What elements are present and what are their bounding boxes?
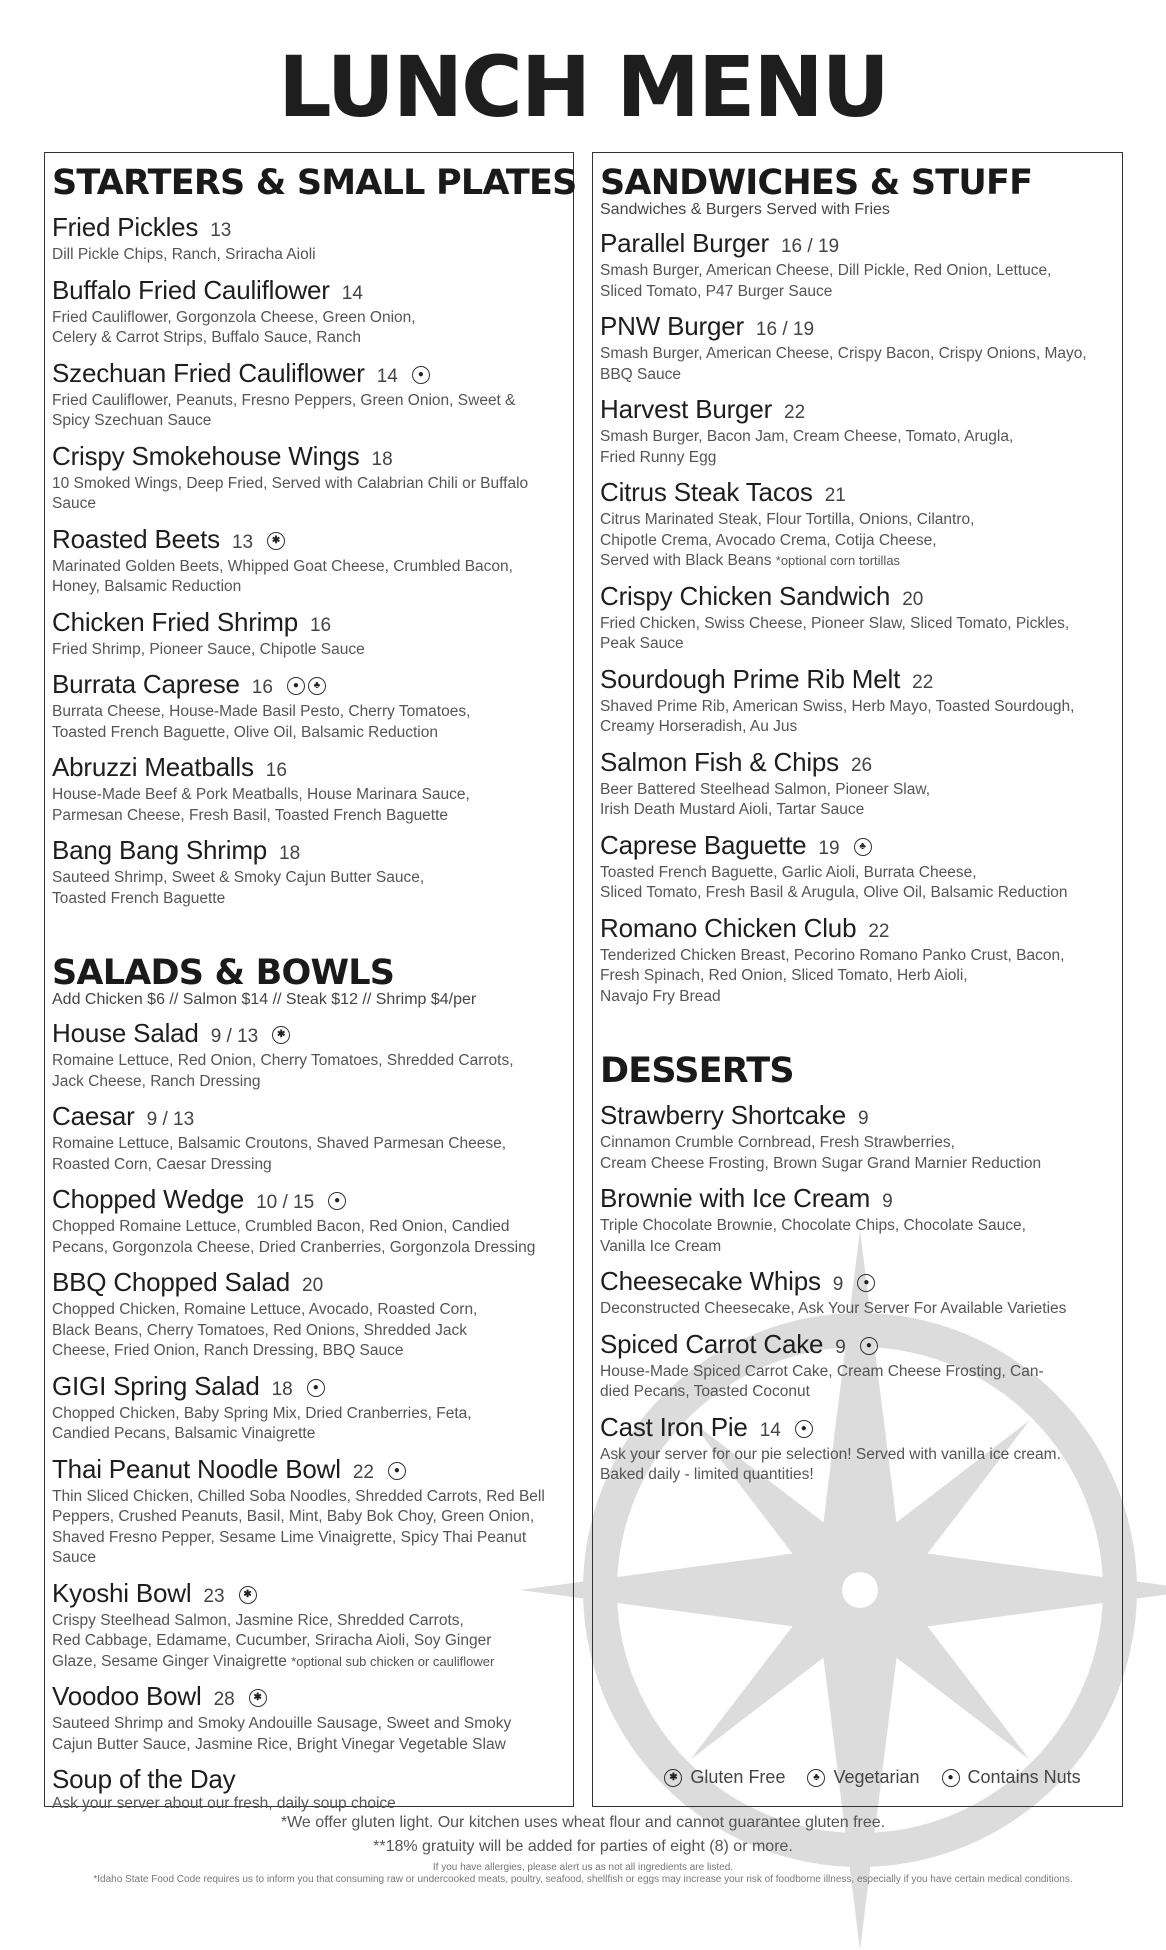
menu-item-name: BBQ Chopped Salad — [52, 1267, 290, 1297]
menu-item — [600, 478, 1116, 572]
gratuity-notice: **18% gratuity will be added for parties of eight (8) or more. — [373, 1838, 793, 1855]
menu-item-description — [600, 614, 1116, 655]
menu-item-description-text: Chopped Romaine Lettuce, Crumbled Bacon, Red Onion, Candied Pecans, Gorgonzola Cheese, Dried Cranberries, Gorgonzola Dressing — [52, 1218, 536, 1256]
menu-item — [600, 395, 1116, 468]
menu-item — [600, 312, 1116, 385]
menu-item-name: Citrus Steak Tacos — [600, 477, 813, 507]
contains-nuts-icon: ● — [795, 1420, 813, 1438]
dietary-badges — [307, 1379, 325, 1397]
menu-item — [600, 831, 1116, 904]
gluten-free-icon: ✱ — [267, 532, 285, 550]
page-title: LUNCH MENU — [278, 38, 888, 136]
menu-item-price: 20 — [902, 588, 924, 610]
menu-item — [600, 1330, 1116, 1403]
menu-item-header — [600, 582, 1116, 614]
dietary-badges — [249, 1689, 267, 1707]
menu-item-name: Cheesecake Whips — [600, 1266, 821, 1296]
menu-item — [52, 753, 567, 826]
menu-item-name: Chicken Fried Shrimp — [52, 606, 298, 637]
menu-item-note: *optional corn tortillas — [775, 553, 901, 568]
menu-item-name: Buffalo Fried Cauliflower — [52, 274, 330, 305]
menu-item-name: Brownie with Ice Cream — [600, 1183, 871, 1213]
menu-item-header — [600, 1330, 1116, 1362]
menu-item — [600, 748, 1116, 821]
menu-item-name: Caesar — [52, 1101, 135, 1131]
menu-section — [600, 1051, 1116, 1486]
menu-item-description-text: Cinnamon Crumble Cornbread, Fresh Strawberries, Cream Cheese Frosting, Brown Sugar Grand Marnier Reduction — [600, 1134, 1042, 1172]
menu-item-price: 9 / 13 — [146, 1109, 195, 1130]
menu-item-description-text: Smash Burger, Bacon Jam, Cream Cheese, Tomato, Arugla, Fried Runny Egg — [600, 428, 1014, 466]
menu-item-description — [52, 1611, 567, 1673]
menu-item-price: 9 — [835, 1336, 846, 1358]
contains-nuts-icon: ● — [287, 677, 305, 695]
menu-item-description-text: Tenderized Chicken Breast, Pecorino Romano Panko Crust, Bacon, Fresh Spinach, Red Onion, Sliced Tomato, Herb Aioli, Navajo Fry Bread — [600, 946, 1065, 1005]
section-subheading: Add Chicken $6 // Salmon $14 // Steak $12 // Shrimp $4/per — [52, 991, 477, 1008]
menu-item-name: Abruzzi Meatballs — [52, 752, 254, 782]
menu-item-description — [600, 1445, 1116, 1486]
menu-item-name: Cast Iron Pie — [600, 1411, 748, 1442]
contains-nuts-icon: ● — [388, 1462, 406, 1480]
dietary-badges — [272, 1026, 290, 1044]
menu-item-price: 22 — [352, 1461, 374, 1483]
menu-item-price: 18 — [371, 448, 393, 470]
gluten-free-icon: ✱ — [249, 1689, 267, 1707]
menu-item-header — [52, 442, 567, 474]
menu-item-note: *optional sub chicken or cauliflower — [291, 1653, 495, 1669]
menu-item-name: Thai Peanut Noodle Bowl — [52, 1453, 341, 1484]
vegetarian-icon: ♣ — [308, 677, 326, 695]
menu-item-price: 16 — [251, 677, 273, 698]
menu-item-price: 13 — [231, 531, 254, 553]
menu-item-description-text: Fried Cauliflower, Peanuts, Fresno Peppers, Green Onion, Sweet & Spicy Szechuan Sauce — [52, 391, 516, 429]
menu-item-name: Parallel Burger — [600, 228, 769, 258]
menu-item-header — [52, 1682, 567, 1714]
dietary-badges — [328, 1192, 346, 1210]
right-menu-column — [592, 152, 1123, 1807]
menu-item-description-text: Fried Chicken, Swiss Cheese, Pioneer Slaw, Sliced Tomato, Pickles, Peak Sauce — [600, 614, 1070, 652]
legend-item — [807, 1767, 919, 1788]
dietary-badges — [287, 677, 326, 695]
menu-item-description-text: Thin Sliced Chicken, Chilled Soba Noodles, Shredded Carrots, Red Bell Peppers, Crushed Peanuts, Basil, Mint, Baby Bok Choy, Green Onion, Shaved Fresno Pepper, Sesame Lime Vinaigrette, Spicy Thai Peanut Sauce — [52, 1487, 545, 1566]
dietary-badges — [239, 1586, 257, 1604]
menu-item-description-text: 10 Smoked Wings, Deep Fried, Served with Calabrian Chili or Buffalo Sauce — [52, 474, 529, 512]
legend-label: Vegetarian — [833, 1767, 920, 1787]
gluten-disclaimer: *We offer gluten light. Our kitchen uses wheat flour and cannot guarantee gluten free. — [280, 1814, 886, 1831]
menu-item-description-text: House-Made Spiced Carrot Cake, Cream Cheese Frosting, Can- died Pecans, Toasted Coconut — [600, 1362, 1044, 1400]
menu-item-header — [600, 665, 1116, 697]
menu-item — [52, 442, 567, 515]
menu-item-header — [52, 670, 567, 702]
menu-item-description — [52, 474, 567, 515]
menu-item-description-text: Beer Battered Steelhead Salmon, Pioneer Slaw, Irish Death Mustard Aioli, Tartar Sauce — [600, 780, 931, 818]
vegetarian-icon: ♣ — [807, 1769, 825, 1787]
menu-item-description-text: Triple Chocolate Brownie, Chocolate Chips, Chocolate Sauce, Vanilla Ice Cream — [600, 1217, 1026, 1255]
menu-item-price: 9 / 13 — [210, 1026, 259, 1047]
menu-item-price: 22 — [912, 671, 934, 693]
menu-item — [52, 1579, 567, 1673]
dietary-badges — [267, 532, 285, 550]
menu-item-header — [600, 914, 1116, 946]
contains-nuts-icon: ● — [857, 1274, 875, 1292]
contains-nuts-icon: ● — [860, 1337, 878, 1355]
menu-item-description — [600, 1299, 1116, 1320]
menu-item — [52, 608, 567, 661]
menu-item-description — [52, 1217, 567, 1258]
menu-item-price: 16 / 19 — [780, 236, 840, 257]
menu-item-description-text: Shaved Prime Rib, American Swiss, Herb Mayo, Toasted Sourdough, Creamy Horseradish, Au Jus — [600, 697, 1075, 735]
menu-item-description — [600, 1133, 1116, 1174]
menu-item-price: 23 — [203, 1585, 225, 1607]
menu-item-description — [52, 1134, 567, 1175]
contains-nuts-icon: ● — [328, 1192, 346, 1210]
menu-item-header — [600, 312, 1116, 344]
menu-item-header — [600, 478, 1116, 510]
menu-item-description — [52, 1794, 567, 1815]
menu-item — [52, 1019, 567, 1092]
legend-item — [942, 1767, 1081, 1788]
menu-item-description-text: Burrata Cheese, House-Made Basil Pesto, Cherry Tomatoes, Toasted French Baguette, Olive Oil, Balsamic Reduction — [52, 703, 471, 741]
menu-item-price: 18 — [271, 1378, 293, 1400]
menu-item-name: Soup of the Day — [52, 1764, 236, 1794]
menu-item-name: Voodoo Bowl — [52, 1681, 202, 1711]
menu-item-header — [600, 1101, 1116, 1133]
menu-item-price: 16 — [265, 760, 287, 781]
menu-item-price: 19 — [818, 837, 840, 859]
food-code-notice: *Idaho State Food Code requires us to inform you that consuming raw or undercooked meats, poultry, seafood, shellfish or eggs may increase your risk of foodborne illness, especially if you have certain medical conditions. — [93, 1874, 1073, 1885]
menu-item-description-text: Smash Burger, American Cheese, Crispy Bacon, Crispy Onions, Mayo, BBQ Sauce — [600, 345, 1087, 383]
menu-item — [52, 1102, 567, 1175]
menu-item-name: Crispy Chicken Sandwich — [600, 580, 891, 611]
menu-item-price: 13 — [210, 220, 232, 241]
menu-item — [600, 1413, 1116, 1486]
menu-item-header — [600, 831, 1116, 863]
legend-label: Contains Nuts — [967, 1767, 1081, 1787]
menu-item — [600, 1101, 1116, 1174]
menu-item-name: PNW Burger — [600, 311, 744, 341]
menu-section — [52, 163, 577, 909]
menu-item-description-text: Deconstructed Cheesecake, Ask Your Server For Available Varieties — [600, 1300, 1067, 1317]
menu-item-name: Crispy Smokehouse Wings — [52, 440, 360, 471]
menu-item-price: 16 / 19 — [755, 319, 815, 340]
menu-item-header — [52, 1372, 567, 1404]
menu-item-header — [600, 748, 1116, 780]
menu-item — [600, 1184, 1116, 1257]
menu-item — [600, 914, 1116, 1008]
menu-item-name: Caprese Baguette — [600, 829, 807, 860]
menu-item-price: 14 — [376, 365, 398, 387]
menu-item-description-text: Dill Pickle Chips, Ranch, Sriracha Aioli — [52, 246, 316, 263]
menu-item-description — [600, 697, 1116, 738]
menu-item-name: Roasted Beets — [52, 523, 220, 554]
menu-item-description — [600, 344, 1116, 385]
menu-item-name: Salmon Fish & Chips — [600, 746, 839, 777]
menu-item-description-text: Ask your server for our pie selection! Served with vanilla ice cream. Baked daily - limited quantities! — [600, 1445, 1061, 1483]
menu-item-description — [52, 308, 567, 349]
menu-item-price: 9 — [882, 1191, 893, 1212]
menu-item-price: 22 — [784, 402, 806, 423]
contains-nuts-icon: ● — [412, 366, 430, 384]
gluten-free-icon: ✱ — [272, 1026, 290, 1044]
allergen-legend — [633, 1767, 1112, 1788]
menu-section — [52, 953, 567, 1815]
menu-item-header — [52, 525, 567, 557]
menu-item-header — [52, 608, 567, 640]
section-heading: SALADS & BOWLS — [52, 953, 395, 993]
menu-item-description-text: Toasted French Baguette, Garlic Aioli, Burrata Cheese, Sliced Tomato, Fresh Basil & Arugula, Olive Oil, Balsamic Reduction — [600, 863, 1068, 901]
menu-item-header — [52, 1019, 567, 1051]
menu-item-name: Romano Chicken Club — [600, 912, 857, 943]
section-heading: DESSERTS — [600, 1051, 794, 1091]
contains-nuts-icon: ● — [942, 1769, 960, 1787]
menu-item-description — [600, 261, 1116, 302]
menu-item-name: Kyoshi Bowl — [52, 1577, 192, 1608]
legend-label: Gluten Free — [690, 1767, 786, 1787]
menu-item-header — [52, 1579, 567, 1611]
menu-item-price: 9 — [857, 1108, 869, 1129]
menu-item-name: Sourdough Prime Rib Melt — [600, 663, 901, 694]
menu-item — [52, 1682, 567, 1755]
menu-item — [52, 525, 567, 598]
menu-item-name: Burrata Caprese — [52, 669, 240, 699]
menu-item — [52, 1372, 567, 1445]
menu-item — [600, 1267, 1116, 1320]
legend-item — [664, 1767, 785, 1788]
menu-item-name: House Salad — [52, 1018, 199, 1048]
menu-item-description — [600, 863, 1116, 904]
menu-item-description-text: Romaine Lettuce, Balsamic Croutons, Shaved Parmesan Cheese, Roasted Corn, Caesar Dressing — [52, 1135, 507, 1173]
menu-item — [52, 359, 567, 432]
menu-item-name: Szechuan Fried Cauliflower — [52, 357, 365, 388]
menu-item — [600, 665, 1116, 738]
menu-item-description — [600, 427, 1116, 468]
menu-item-name: Chopped Wedge — [52, 1184, 245, 1214]
menu-item-description — [600, 1216, 1116, 1257]
menu-item-description — [52, 1300, 567, 1362]
menu-item — [52, 1268, 567, 1362]
menu-section — [600, 163, 1116, 1007]
menu-item-description-text: Citrus Marinated Steak, Flour Tortilla, Onions, Cilantro, Chipotle Crema, Avocado Crema, Cotija Cheese, Served with Black Beans — [600, 511, 975, 569]
menu-item-description — [600, 1362, 1116, 1403]
section-subheading: Sandwiches & Burgers Served with Fries — [600, 201, 890, 218]
menu-item-name: Harvest Burger — [600, 394, 773, 424]
menu-item-description — [52, 868, 567, 909]
menu-item-price: 14 — [341, 282, 363, 304]
menu-item-header — [52, 359, 567, 391]
menu-item-description — [52, 1404, 567, 1445]
menu-item-header — [52, 753, 567, 785]
menu-item-name: Spiced Carrot Cake — [600, 1328, 824, 1359]
menu-item-description-text: Sauteed Shrimp and Smoky Andouille Sausage, Sweet and Smoky Cajun Butter Sauce, Jasmine Rice, Bright Vinegar Vegetable Slaw — [52, 1715, 512, 1753]
menu-item-description-text: Ask your server about our fresh, daily soup choice — [52, 1795, 396, 1812]
menu-item — [52, 276, 567, 349]
menu-item-price: 20 — [302, 1275, 324, 1296]
menu-item-description — [52, 557, 567, 598]
menu-item-header — [52, 213, 567, 245]
menu-item-description — [52, 391, 567, 432]
menu-item-price: 10 / 15 — [256, 1192, 315, 1213]
menu-item-header — [52, 1455, 567, 1487]
menu-item-header — [52, 1102, 567, 1134]
menu-item-description — [52, 245, 567, 266]
menu-item — [52, 213, 567, 266]
dietary-badges — [412, 366, 430, 384]
vegetarian-icon: ♣ — [854, 838, 872, 856]
menu-item-header — [52, 1765, 567, 1794]
menu-item-description — [52, 640, 567, 661]
dietary-badges — [854, 838, 872, 856]
menu-item — [52, 670, 567, 743]
menu-item-header — [600, 1184, 1116, 1216]
menu-item-description-text: Crispy Steelhead Salmon, Jasmine Rice, Shredded Carrots, Red Cabbage, Edamame, Cucumber, Sriracha Aioli, Soy Ginger Glaze, Sesame Ginger Vinaigrette — [52, 1611, 492, 1670]
menu-item-name: Bang Bang Shrimp — [52, 835, 268, 865]
menu-item-description — [600, 780, 1116, 821]
menu-item-description-text: House-Made Beef & Pork Meatballs, House Marinara Sauce, Parmesan Cheese, Fresh Basil, Toasted French Baguette — [52, 786, 470, 824]
menu-item-price: 9 — [832, 1274, 844, 1295]
menu-item-description-text: Fried Shrimp, Pioneer Sauce, Chipotle Sauce — [52, 640, 365, 658]
menu-item-description-text: Chopped Chicken, Romaine Lettuce, Avocado, Roasted Corn, Black Beans, Cherry Tomatoes, Red Onions, Shredded Jack Cheese, Fried Onion, Ranch Dressing, BBQ Sauce — [52, 1301, 478, 1359]
menu-item-header — [52, 276, 567, 308]
section-heading: STARTERS & SMALL PLATES — [52, 163, 577, 203]
menu-item-header — [600, 395, 1116, 427]
menu-item — [600, 582, 1116, 655]
menu-item-price: 18 — [279, 843, 301, 864]
menu-item-name: GIGI Spring Salad — [52, 1370, 260, 1401]
menu-item-description-text: Romaine Lettuce, Red Onion, Cherry Tomatoes, Shredded Carrots, Jack Cheese, Ranch Dressing — [52, 1052, 514, 1090]
menu-item-description-text: Fried Cauliflower, Gorgonzola Cheese, Green Onion, Celery & Carrot Strips, Buffalo Sauce, Ranch — [52, 308, 416, 346]
menu-item-header — [600, 1267, 1116, 1299]
left-menu-column — [44, 152, 577, 1812]
menu-item — [52, 1455, 567, 1569]
menu-item — [52, 1185, 567, 1258]
menu-item-price: 22 — [868, 920, 890, 942]
gluten-free-icon: ✱ — [239, 1586, 257, 1604]
menu-item-price: 16 — [309, 614, 332, 636]
menu-item-header — [52, 1268, 567, 1300]
menu-item-description — [600, 946, 1116, 1008]
menu-item-header — [52, 836, 567, 868]
menu-item-description-text: Chopped Chicken, Baby Spring Mix, Dried Cranberries, Feta, Candied Pecans, Balsamic Vinaigrette — [52, 1404, 472, 1442]
contains-nuts-icon: ● — [307, 1379, 325, 1397]
menu-item-price: 28 — [213, 1689, 235, 1710]
dietary-badges — [860, 1337, 878, 1355]
menu-item-description — [600, 510, 1116, 572]
menu-item-description-text: Marinated Golden Beets, Whipped Goat Cheese, Crumbled Bacon, Honey, Balsamic Reduction — [52, 557, 513, 595]
dietary-badges — [795, 1420, 813, 1438]
menu-item-description — [52, 785, 567, 826]
menu-item-price: 14 — [759, 1419, 781, 1441]
gluten-free-icon: ✱ — [664, 1769, 682, 1787]
menu-item-header — [600, 1413, 1116, 1445]
menu-item-price: 26 — [850, 754, 873, 776]
menu-item-name: Strawberry Shortcake — [600, 1100, 846, 1130]
menu-item-price: 21 — [824, 485, 846, 506]
menu-item-name: Fried Pickles — [52, 212, 199, 242]
menu-item-description — [52, 1714, 567, 1755]
menu-item-description — [52, 1051, 567, 1092]
section-heading: SANDWICHES & STUFF — [600, 163, 1033, 203]
dietary-badges — [857, 1274, 875, 1292]
menu-item — [52, 836, 567, 909]
menu-item-description — [52, 702, 567, 743]
menu-item — [52, 1765, 567, 1815]
menu-item-header — [52, 1185, 567, 1217]
allergy-notice: If you have allergies, please alert us as not all ingredients are listed. — [432, 1862, 734, 1873]
menu-item-description — [52, 1487, 567, 1569]
menu-item-description-text: Smash Burger, American Cheese, Dill Pickle, Red Onion, Lettuce, Sliced Tomato, P47 Burger Sauce — [600, 262, 1052, 300]
dietary-badges — [388, 1462, 406, 1480]
menu-item — [600, 229, 1116, 302]
menu-item-header — [600, 229, 1116, 261]
menu-item-description-text: Sauteed Shrimp, Sweet & Smoky Cajun Butter Sauce, Toasted French Baguette — [52, 869, 425, 907]
